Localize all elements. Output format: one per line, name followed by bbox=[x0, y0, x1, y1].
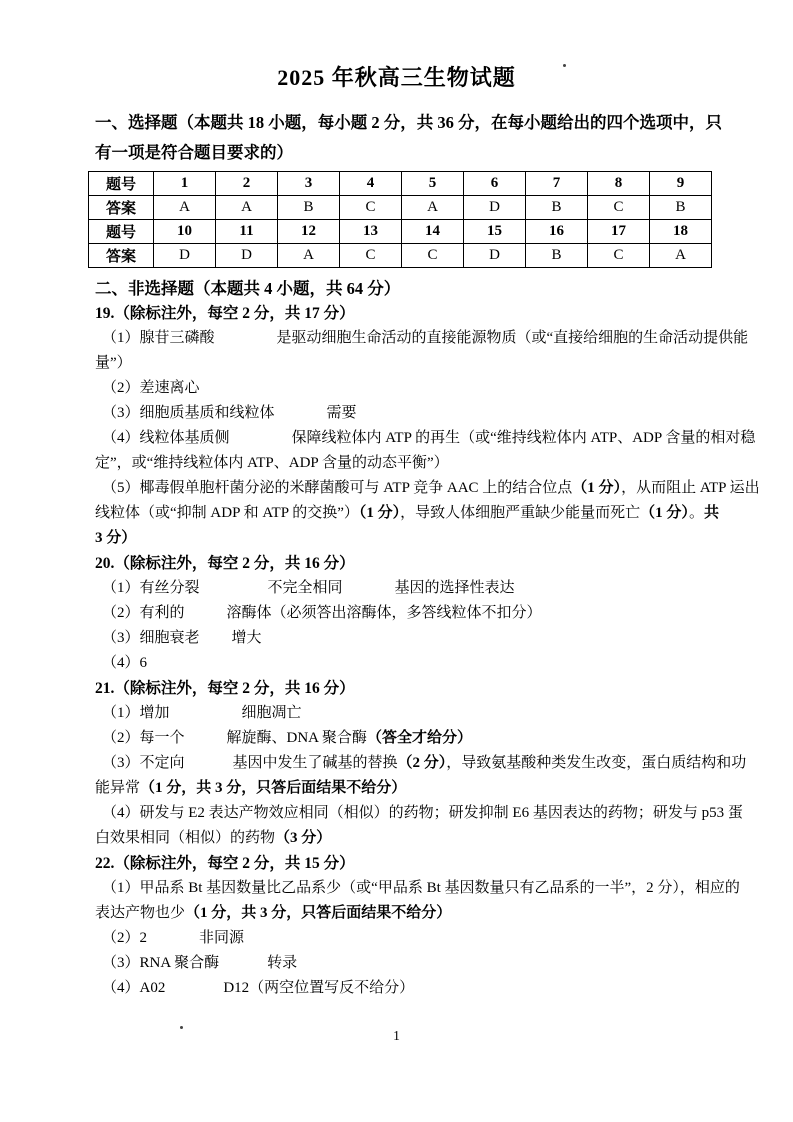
text-segment: ，导致氨基酸种类发生改变，蛋白质结构和功 bbox=[446, 755, 747, 771]
answer-cell: C bbox=[402, 244, 464, 268]
answer-key-table bbox=[88, 171, 712, 268]
text-segment: 量”） bbox=[95, 355, 132, 371]
row-header-cell: 题号 bbox=[89, 172, 154, 196]
text-segment: 白效果相同（相似）的药物 bbox=[95, 830, 276, 846]
answer-line bbox=[95, 701, 718, 726]
answer-line bbox=[95, 601, 718, 626]
row-header-cell: 答案 bbox=[89, 196, 154, 220]
answer-line bbox=[95, 526, 718, 551]
text-segment: （2）有利的 bbox=[102, 605, 185, 621]
answer-line bbox=[95, 326, 749, 351]
blank-answer-space bbox=[165, 991, 223, 992]
text-segment: 需要 bbox=[326, 405, 357, 421]
question-header bbox=[95, 551, 718, 576]
text-segment: （2）每一个 bbox=[102, 730, 185, 746]
question-number-cell: 2 bbox=[216, 172, 278, 196]
text-segment: （3 分） bbox=[275, 830, 332, 846]
blank-answer-space bbox=[185, 766, 233, 767]
text-segment: （4）研发与 E2 表达产物效应相同（相似）的药物；研发抑制 E6 基因表达的药物；研发与 p53 蛋 bbox=[102, 805, 743, 821]
text-segment: （4）线粒体基质侧 bbox=[102, 430, 230, 446]
text-segment: 定”，或“维持线粒体内 ATP、ADP 含量的动态平衡”） bbox=[95, 455, 449, 471]
ink-speck-top bbox=[563, 64, 566, 67]
page-title: 2025 年秋高三生物试题 bbox=[277, 65, 516, 90]
blank-answer-space bbox=[230, 441, 292, 442]
text-segment: （3）细胞衰老 bbox=[102, 630, 200, 646]
blank-answer-space bbox=[170, 716, 242, 717]
text-segment: （2）差速离心 bbox=[102, 380, 200, 396]
answer-line bbox=[95, 876, 740, 901]
question-number-cell: 11 bbox=[216, 220, 278, 244]
answer-cell: B bbox=[526, 196, 588, 220]
answer-line bbox=[95, 801, 743, 826]
answer-key-table-body bbox=[89, 172, 712, 268]
question-number-cell: 13 bbox=[340, 220, 402, 244]
question-number-cell: 6 bbox=[464, 172, 526, 196]
question-number-cell: 14 bbox=[402, 220, 464, 244]
answer-line bbox=[95, 751, 747, 776]
text-segment: 能异常 bbox=[95, 780, 141, 796]
page-number: 1 bbox=[393, 1028, 400, 1043]
question-number-cell: 10 bbox=[154, 220, 216, 244]
answer-cell: B bbox=[526, 244, 588, 268]
text-segment: 基因的选择性表达 bbox=[394, 580, 515, 596]
question-number-cell: 8 bbox=[588, 172, 650, 196]
answer-line bbox=[95, 626, 718, 651]
text-segment: 解旋酶、DNA 聚合酶 bbox=[226, 730, 367, 746]
answer-line bbox=[95, 976, 718, 1001]
text-segment: D12（两空位置写反不给分） bbox=[223, 980, 415, 996]
text-segment: 是驱动细胞生命活动的直接能源物质（或“直接给细胞的生命活动提供能 bbox=[276, 330, 749, 346]
answer-line bbox=[95, 776, 718, 801]
text-segment: （5）椰毒假单胞杆菌分泌的米酵菌酸可与 ATP 竞争 AAC 上的结合位点 bbox=[102, 480, 573, 496]
text-segment: 基因中发生了碱基的替换 bbox=[232, 755, 398, 771]
text-segment: （4）A02 bbox=[102, 980, 166, 996]
section-heading bbox=[95, 276, 718, 301]
text-segment: 保障线粒体内 ATP 的再生（或“维持线粒体内 ATP、ADP 含量的相对稳 bbox=[291, 430, 756, 446]
answer-cell: A bbox=[216, 196, 278, 220]
question-number-cell: 15 bbox=[464, 220, 526, 244]
answer-cell: C bbox=[588, 244, 650, 268]
text-segment: 共 bbox=[703, 505, 719, 521]
text-segment: 线粒体（或“抑制 ADP 和 ATP 的交换”） bbox=[95, 505, 359, 521]
blank-answer-space bbox=[147, 941, 199, 942]
answer-cell: A bbox=[154, 196, 216, 220]
text-segment: （1 分） bbox=[640, 505, 689, 521]
answer-line bbox=[95, 901, 718, 926]
text-segment: 21.（除标注外，每空 2 分，共 16 分） bbox=[95, 680, 355, 697]
section-one-heading bbox=[95, 108, 722, 168]
text-segment: 二、非选择题（本题共 4 小题，共 64 分） bbox=[95, 279, 401, 298]
answer-line bbox=[95, 351, 718, 376]
question-number-cell: 12 bbox=[278, 220, 340, 244]
text-segment: （1）甲品系 Bt 基因数量比乙品系少（或“甲品系 Bt 基因数量只有乙品系的一半”，2 分），相应的 bbox=[102, 880, 740, 896]
answer-cell: D bbox=[464, 244, 526, 268]
blank-answer-space bbox=[200, 591, 268, 592]
blank-answer-space bbox=[185, 616, 227, 617]
text-segment: 22.（除标注外，每空 2 分，共 15 分） bbox=[95, 855, 355, 872]
question-number-cell: 3 bbox=[278, 172, 340, 196]
row-header-cell: 题号 bbox=[89, 220, 154, 244]
answer-cell: C bbox=[340, 196, 402, 220]
text-segment: （2 分） bbox=[397, 755, 447, 771]
answer-cell: D bbox=[154, 244, 216, 268]
text-segment: ，导致人体细胞严重缺少能量而死亡 bbox=[400, 505, 641, 521]
question-number-cell: 9 bbox=[650, 172, 712, 196]
text-segment: 19.（除标注外，每空 2 分，共 17 分） bbox=[95, 305, 355, 322]
section-one-line2: 有一项是符合题目要求的） bbox=[95, 143, 293, 162]
answer-cell: A bbox=[650, 244, 712, 268]
answer-line bbox=[95, 926, 718, 951]
answer-cell: A bbox=[402, 196, 464, 220]
blank-answer-space bbox=[215, 341, 277, 342]
answer-line bbox=[95, 451, 718, 476]
text-segment: （答全才给分） bbox=[366, 730, 472, 746]
text-segment: （1）腺苷三磷酸 bbox=[102, 330, 215, 346]
text-segment: 细胞凋亡 bbox=[241, 705, 302, 721]
question-number-cell: 16 bbox=[526, 220, 588, 244]
question-header bbox=[95, 301, 718, 326]
question-number-cell: 17 bbox=[588, 220, 650, 244]
answer-cell: C bbox=[588, 196, 650, 220]
blank-answer-space bbox=[185, 741, 227, 742]
answer-cell: D bbox=[216, 244, 278, 268]
answer-cell: D bbox=[464, 196, 526, 220]
answer-line bbox=[95, 501, 718, 526]
text-segment: （1）有丝分裂 bbox=[102, 580, 200, 596]
question-number-row bbox=[89, 220, 712, 244]
answer-line bbox=[95, 476, 760, 501]
text-segment: 不完全相同 bbox=[267, 580, 343, 596]
text-segment: （2）2 bbox=[102, 930, 148, 946]
text-segment: 3 分） bbox=[95, 530, 137, 546]
section-one-line1: 一、选择题（本题共 18 小题，每小题 2 分，共 36 分，在每小题给出的四个选项中，只 bbox=[95, 113, 722, 132]
answer-line bbox=[95, 826, 718, 851]
row-header-cell: 答案 bbox=[89, 244, 154, 268]
question-number-row bbox=[89, 172, 712, 196]
text-segment: （3）不定向 bbox=[102, 755, 185, 771]
text-segment: （1 分） bbox=[358, 505, 401, 521]
blank-answer-space bbox=[343, 591, 395, 592]
answer-line bbox=[95, 951, 718, 976]
text-segment: 。 bbox=[688, 505, 704, 521]
answer-cell: B bbox=[650, 196, 712, 220]
answer-line bbox=[95, 426, 756, 451]
text-segment: （1 分，共 3 分，只答后面结果不给分） bbox=[140, 780, 407, 796]
question-number-cell: 7 bbox=[526, 172, 588, 196]
text-segment: （1 分，共 3 分，只答后面结果不给分） bbox=[185, 905, 452, 921]
text-segment: （1 分） bbox=[572, 480, 622, 496]
text-segment: （3）RNA 聚合酶 bbox=[102, 955, 220, 971]
blank-answer-space bbox=[275, 416, 327, 417]
question-header bbox=[95, 851, 718, 876]
answer-cell: C bbox=[340, 244, 402, 268]
answer-row bbox=[89, 196, 712, 220]
answer-line bbox=[95, 651, 718, 676]
answer-line bbox=[95, 376, 718, 401]
answer-line bbox=[95, 401, 718, 426]
question-number-cell: 1 bbox=[154, 172, 216, 196]
text-segment: 转录 bbox=[267, 955, 298, 971]
text-segment: 非同源 bbox=[199, 930, 245, 946]
text-segment: （4）6 bbox=[102, 655, 148, 671]
answer-cell: B bbox=[278, 196, 340, 220]
text-segment: （3）细胞质基质和线粒体 bbox=[102, 405, 275, 421]
answer-line bbox=[95, 726, 718, 751]
blank-answer-space bbox=[219, 966, 267, 967]
blank-answer-space bbox=[200, 641, 232, 642]
text-segment: 20.（除标注外，每空 2 分，共 16 分） bbox=[95, 555, 355, 572]
text-segment: （1）增加 bbox=[102, 705, 170, 721]
content-area bbox=[95, 276, 760, 1001]
answer-cell: A bbox=[278, 244, 340, 268]
answer-row bbox=[89, 244, 712, 268]
text-segment: 表达产物也少 bbox=[95, 905, 186, 921]
text-segment: 增大 bbox=[231, 630, 262, 646]
question-number-cell: 4 bbox=[340, 172, 402, 196]
question-header bbox=[95, 676, 718, 701]
text-segment: 溶酶体（必须答出溶酶体，多答线粒体不扣分） bbox=[226, 605, 542, 621]
question-number-cell: 5 bbox=[402, 172, 464, 196]
question-number-cell: 18 bbox=[650, 220, 712, 244]
text-segment: ，从而阻止 ATP 运出 bbox=[621, 480, 760, 496]
answer-line bbox=[95, 576, 718, 601]
